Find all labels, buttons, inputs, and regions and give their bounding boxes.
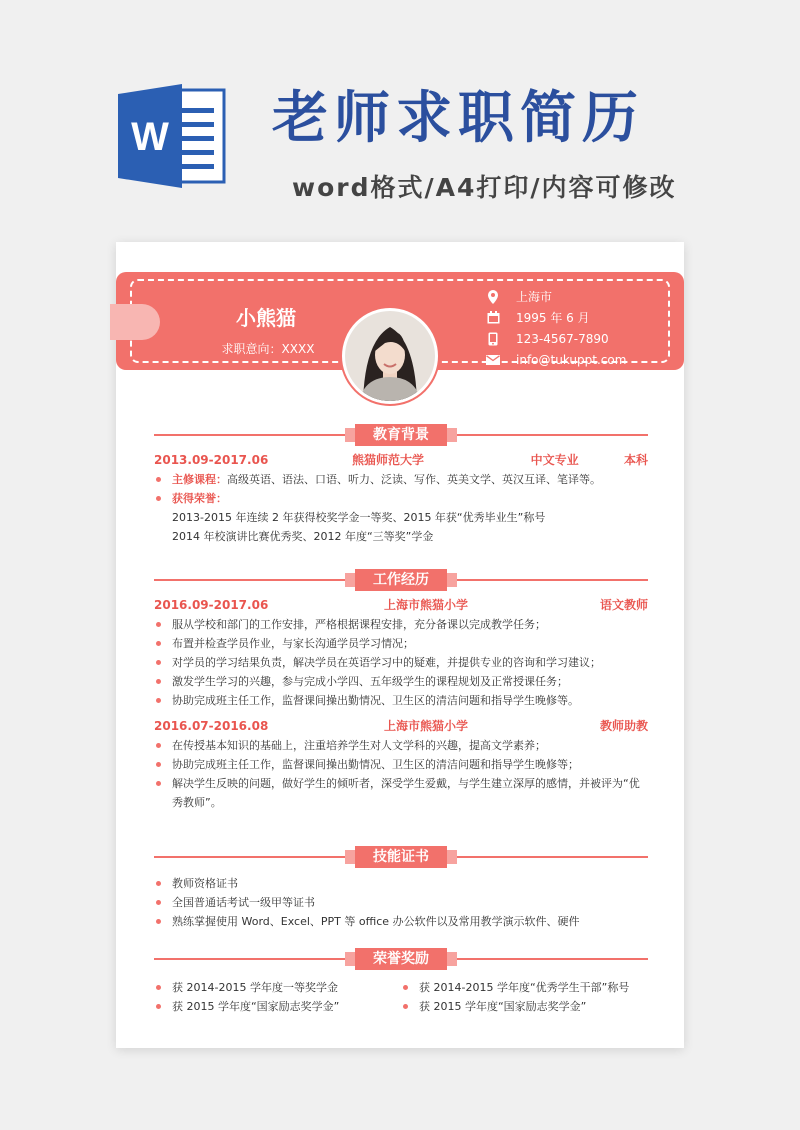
- list-item: 激发学生学习的兴趣，参与完成小学四、五年级学生的课程规划及正常授课任务；: [154, 672, 648, 691]
- courses-label: 主修课程：: [172, 473, 227, 486]
- job-role: 教师助教: [599, 719, 648, 733]
- phone-icon: [486, 332, 500, 346]
- list-item: 全国普通话考试一级甲等证书: [154, 893, 648, 912]
- education-section: [154, 424, 648, 546]
- honor-line: 2013-2015 年连续 2 年获得校奖学金一等奖、2015 年获“优秀毕业生”称号: [172, 511, 546, 524]
- skills-heading: [154, 846, 648, 868]
- job-org: 上海市熊猫小学: [383, 598, 468, 612]
- education-heading: [154, 424, 648, 446]
- list-item: 获 2014-2015 学年度“优秀学生干部”称号: [401, 978, 648, 997]
- list-item: 在传授基本知识的基础上，注重培养学生对人文学科的兴趣，提高文学素养；: [154, 736, 648, 755]
- contact-location-text: 上海市: [516, 290, 553, 304]
- list-item: 服从学校和部门的工作安排，严格根据课程安排，充分备课以完成教学任务；: [154, 615, 648, 634]
- calendar-icon: [486, 311, 500, 325]
- promo-banner: [0, 0, 800, 240]
- education-period: 2013.09-2017.06: [154, 453, 269, 467]
- list-item: [154, 489, 648, 508]
- education-degree: 本科: [623, 453, 648, 467]
- awards-right: [401, 978, 648, 1016]
- avatar: [342, 308, 438, 404]
- contact-list: [486, 286, 626, 370]
- awards-columns: [154, 978, 648, 1016]
- contact-phone: [486, 328, 626, 349]
- job-org: 上海市熊猫小学: [383, 719, 468, 733]
- job-intent: 求职意向：XXXX: [221, 342, 315, 356]
- work-heading: [154, 569, 648, 591]
- education-title: 教育背景: [355, 424, 447, 446]
- word-icon-letter: W: [131, 115, 169, 159]
- job-role: 语文教师: [599, 598, 648, 612]
- work-title: 工作经历: [355, 569, 447, 591]
- resume-page: [116, 242, 684, 1048]
- contact-email: [486, 349, 626, 370]
- job-period: 2016.07-2016.08: [154, 719, 269, 733]
- work-section: [154, 569, 648, 812]
- job-period: 2016.09-2017.06: [154, 598, 269, 612]
- tab-decoration: [110, 304, 160, 340]
- candidate-name: 小熊猫: [236, 306, 296, 330]
- contact-phone-text: 123-4567-7890: [516, 331, 609, 346]
- skills-section: [154, 846, 648, 931]
- education-major: 中文专业: [530, 453, 579, 467]
- awards-heading: [154, 948, 648, 970]
- email-icon: [486, 353, 500, 367]
- awards-title: 荣誉奖励: [355, 948, 447, 970]
- contact-location: [486, 286, 626, 307]
- honors-label: 获得荣誉：: [172, 492, 227, 505]
- list-item: 教师资格证书: [154, 874, 648, 893]
- education-summary: [154, 450, 648, 470]
- skills-title: 技能证书: [355, 846, 447, 868]
- location-icon: [486, 290, 500, 304]
- list-item: 获 2015 学年度“国家励志奖学金”: [154, 997, 401, 1016]
- awards-left: [154, 978, 401, 1016]
- word-document-icon: [118, 84, 228, 188]
- skills-list: [154, 874, 648, 931]
- job-summary: [154, 716, 648, 736]
- list-item: 熟练掌握使用 Word、Excel、PPT 等 office 办公软件以及常用教学演示软件、硬件: [154, 912, 648, 931]
- list-item: 布置并检查学员作业，与家长沟通学员学习情况；: [154, 634, 648, 653]
- banner-title: 老师求职简历: [272, 86, 644, 151]
- courses-text: 高级英语、语法、口语、听力、泛读、写作、英美文学、英汉互译、笔译等。: [227, 473, 601, 486]
- honor-line: 2014 年校演讲比赛优秀奖、2012 年度“三等奖”学金: [172, 530, 434, 543]
- banner-subtitle: word格式/A4打印/内容可修改: [292, 173, 677, 202]
- list-item: 获 2015 学年度“国家励志奖学金”: [401, 997, 648, 1016]
- contact-birth-text: 1995 年 6 月: [516, 311, 590, 325]
- list-item: 对学员的学习结果负责，解决学员在英语学习中的疑难，并提供专业的咨询和学习建议；: [154, 653, 648, 672]
- job-summary: [154, 595, 648, 615]
- contact-email-text: info@tukuppt.com: [516, 352, 627, 367]
- list-item: 获 2014-2015 学年度一等奖学金: [154, 978, 401, 997]
- awards-section: [154, 948, 648, 1016]
- list-item: [154, 470, 648, 489]
- profile-header: [116, 272, 684, 370]
- list-item: 协助完成班主任工作，监督课间操出勤情况、卫生区的清洁问题和指导学生晚修等；: [154, 755, 648, 774]
- contact-birth: [486, 307, 626, 328]
- list-item: 解决学生反映的问题，做好学生的倾听者，深受学生爱戴，与学生建立深厚的感情，并被评为“优秀教师”。: [154, 774, 648, 812]
- list-item: 协助完成班主任工作，监督课间操出勤情况、卫生区的清洁问题和指导学生晚修等。: [154, 691, 648, 710]
- education-school: 熊猫师范大学: [351, 453, 424, 467]
